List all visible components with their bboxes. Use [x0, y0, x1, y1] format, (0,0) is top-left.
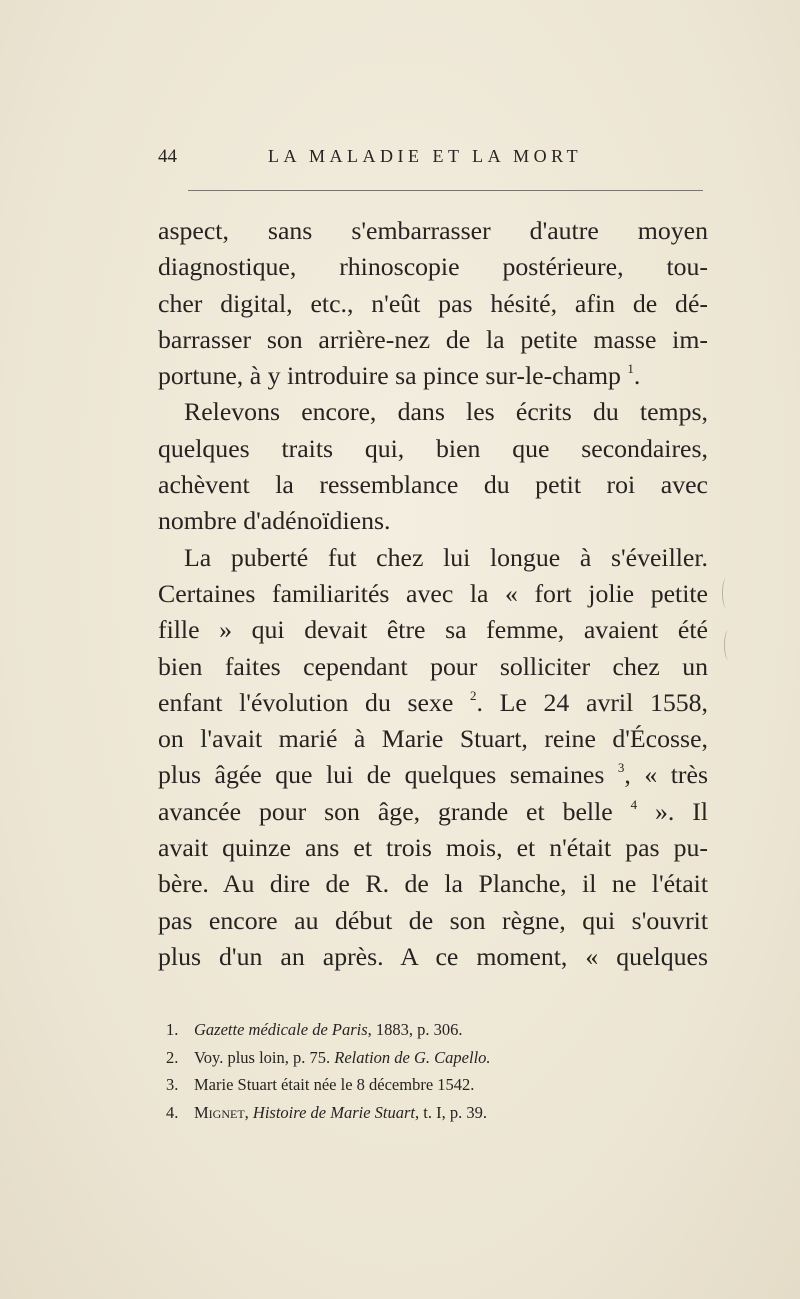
- margin-pencil-mark: [724, 630, 733, 660]
- text-line: quelques traits qui, bien que secondaires,: [158, 433, 708, 463]
- text-line: plus d'un an après. A ce moment, « quelques: [158, 941, 708, 971]
- text-line: achèvent la ressemblance du petit roi avec: [158, 470, 708, 500]
- text-line: on l'avait marié à Marie Stuart, reine d'Écosse,: [158, 724, 708, 754]
- text-line: bien faites cependant pour solliciter chez un: [158, 651, 708, 681]
- footnote-author: Mignet: [194, 1102, 245, 1122]
- footnote-title: Relation de G. Capello.: [334, 1047, 491, 1067]
- line-text-end: ». Il: [637, 796, 708, 826]
- text-line: bère. Au dire de R. de la Planche, il ne l'était: [158, 869, 708, 899]
- margin-pencil-mark: [722, 578, 731, 608]
- page-header: [158, 146, 708, 172]
- footnote-text: ,: [244, 1102, 253, 1122]
- line-text: enfant l'évolution du sexe: [158, 687, 454, 717]
- footnote-1: [166, 1016, 686, 1044]
- body-text: [158, 213, 708, 975]
- text-line: cher digital, etc., n'eût pas hésité, afin de dé-: [158, 288, 708, 318]
- line-text: avancée pour son âge, grande et belle: [158, 796, 613, 826]
- footnote-number: 1.: [166, 1020, 179, 1039]
- footnote-text: , 1883, p. 306.: [367, 1020, 463, 1039]
- text-line: barrasser son arrière-nez de la petite masse im-: [158, 324, 708, 354]
- text-line: fille » qui devait être sa femme, avaient été: [158, 615, 708, 645]
- footnote-ref: 2: [470, 687, 477, 703]
- text-line: aspect, sans s'embarrasser d'autre moyen: [158, 216, 708, 245]
- text-line: pas encore au début de son règne, qui s'ouvrit: [158, 905, 708, 935]
- footnote-text: , t. I, p. 39.: [415, 1102, 487, 1122]
- text-line: Certaines familiarités avec la « fort jolie petite: [158, 578, 708, 608]
- line-text: portune, à y introduire sa pince sur-le-champ: [158, 361, 621, 391]
- footnote-title: Gazette médicale de Paris: [194, 1020, 368, 1039]
- text-line: Relevons encore, dans les écrits du temps,: [184, 397, 708, 427]
- text-line: La puberté fut chez lui longue à s'éveiller.: [184, 542, 708, 572]
- footnote-title: Histoire de Marie Stuart: [252, 1102, 416, 1122]
- line-text: plus âgée que lui de quelques semaines: [158, 760, 605, 790]
- text-line: nombre d'adénoïdiens.: [158, 506, 391, 536]
- running-title: LA MALADIE ET LA MORT: [268, 146, 583, 166]
- text-line: [158, 358, 708, 394]
- footnote-ref: 3: [617, 760, 625, 776]
- footnote-text: Voy. plus loin, p. 75.: [194, 1047, 335, 1067]
- line-text-end: . Le 24 avril 1558,: [476, 687, 708, 717]
- page-number: 44: [158, 146, 177, 167]
- line-text-end: , « très: [624, 760, 708, 790]
- footnote-number: 2.: [166, 1047, 179, 1067]
- footnote-3: [166, 1071, 686, 1099]
- footnote-number: 3.: [166, 1075, 179, 1095]
- text-line: avait quinze ans et trois mois, et n'était pas pu-: [158, 833, 708, 863]
- footnote-4: [166, 1099, 686, 1127]
- text-line: [158, 757, 708, 793]
- header-rule: [188, 190, 703, 191]
- footnote-ref: 4: [630, 796, 638, 812]
- text-line: [158, 685, 708, 721]
- footnote-ref: 1: [627, 361, 634, 377]
- footnote-2: [166, 1044, 686, 1072]
- footnote-number: 4.: [166, 1102, 179, 1122]
- text-line: [158, 794, 708, 830]
- text-line: diagnostique, rhinoscopie postérieure, tou-: [158, 252, 708, 282]
- line-text-end: .: [633, 361, 641, 391]
- footnote-text: Marie Stuart était née le 8 décembre 1542.: [194, 1075, 475, 1095]
- footnotes: [166, 1016, 686, 1126]
